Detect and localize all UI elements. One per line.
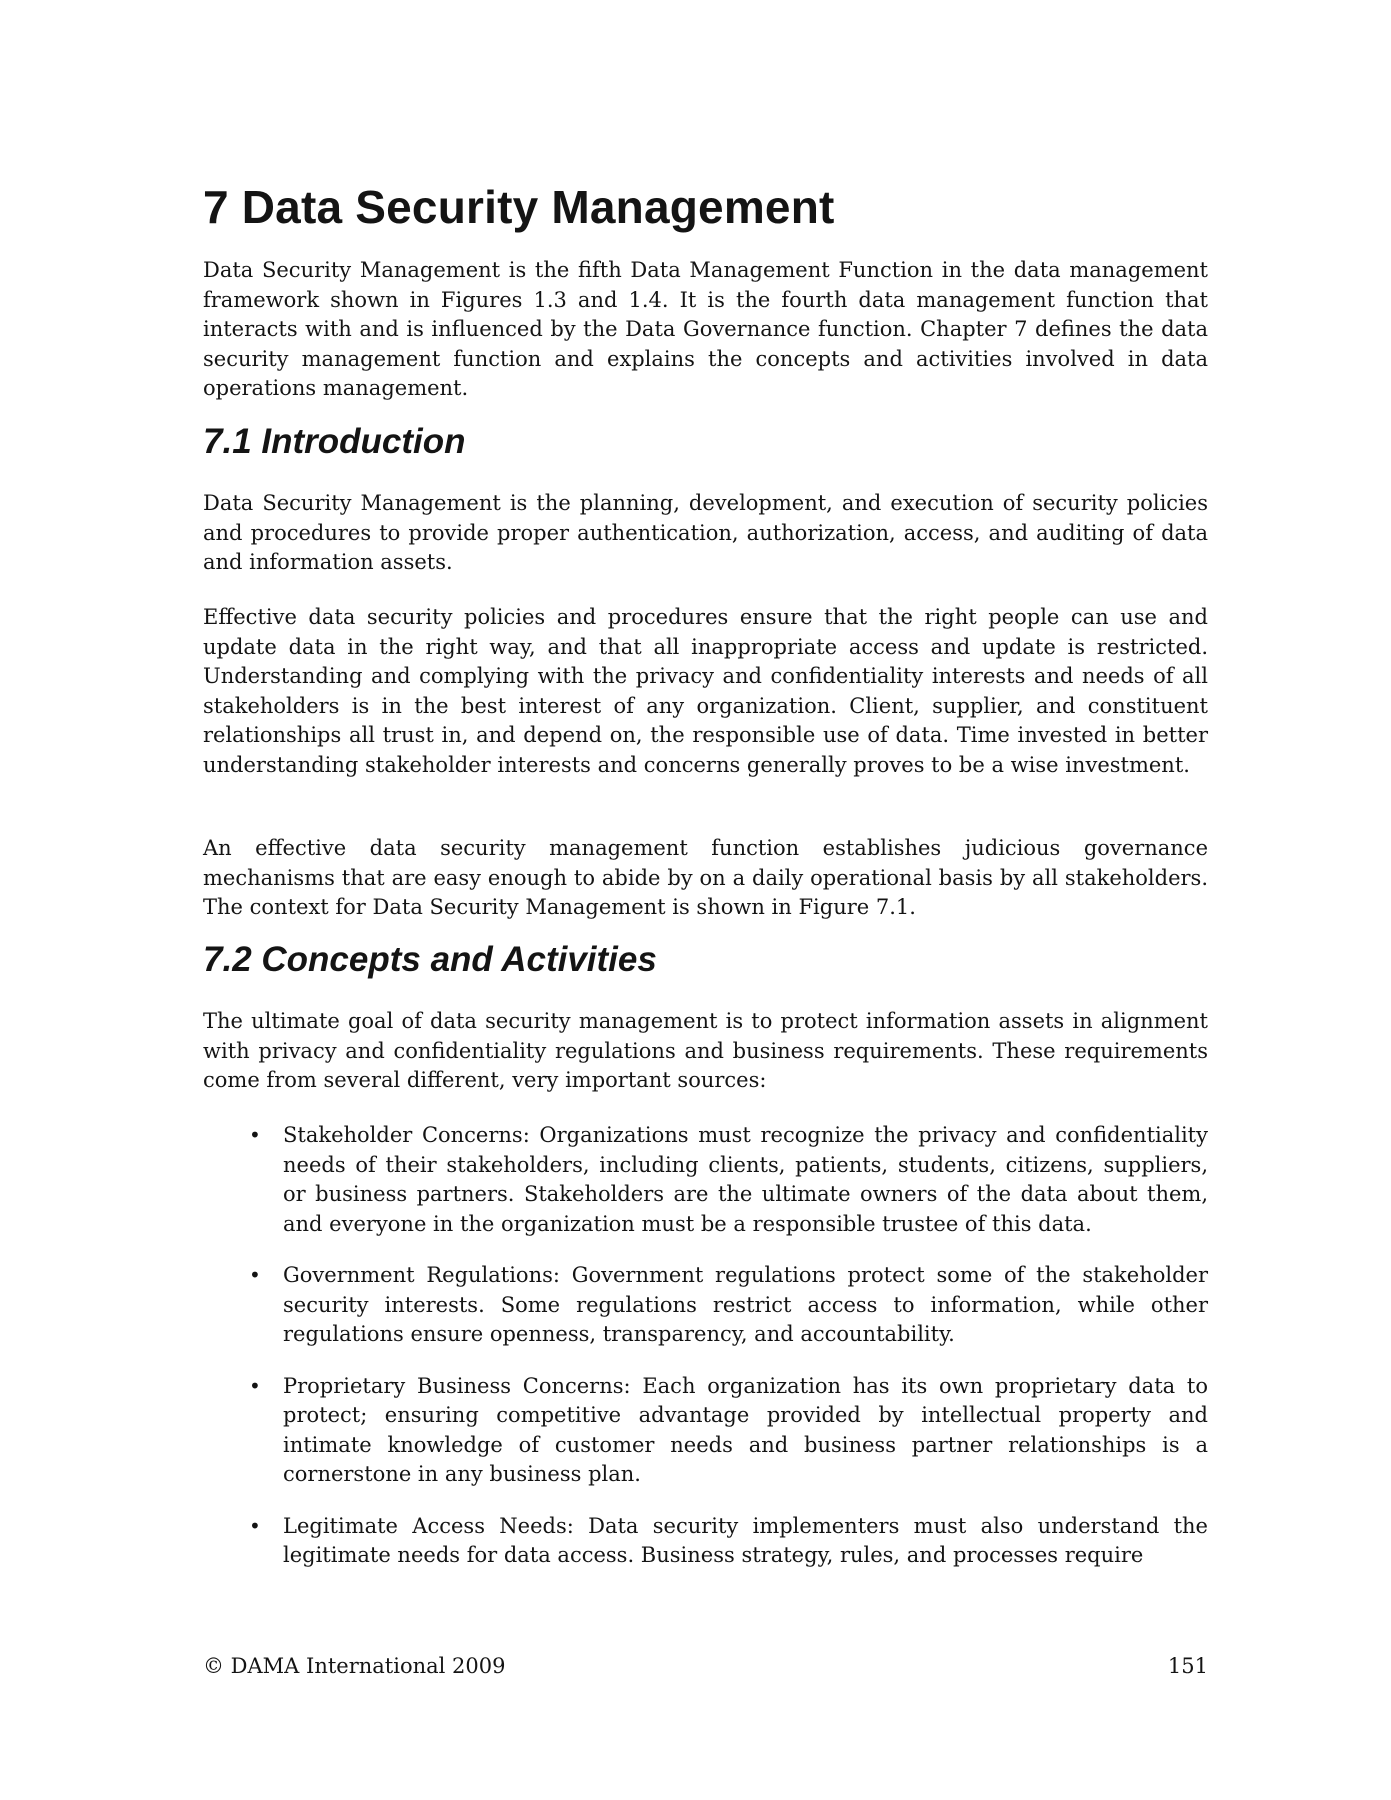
bullet-icon: • bbox=[249, 1123, 261, 1147]
list-item-text: Proprietary Business Concerns: Each organization has its own proprietary data to protect; ensuring competitive advantage provided by intellectual property and intimate knowledge of customer needs and business partner relationships is a cornerstone in any business plan. bbox=[283, 1373, 1208, 1486]
list-item-text: Government Regulations: Government regulations protect some of the stakeholder security interests. Some regulations restrict access to information, while other regulations ensure openness, transparency, and accountability. bbox=[283, 1263, 1208, 1346]
paragraph: Effective data security policies and procedures ensure that the right people can use and update data in the right way, and that all inappropriate access and update is restricted. Understanding and complying with the privacy and confidentiality interests and needs of all stakeholders is in the best interest of any organization. Client, supplier, and constituent relationships all trust in, and depend on, the responsible use of data. Time invested in better understanding stakeholder interests and concerns generally proves to be a wise investment. bbox=[203, 605, 1208, 777]
bullet-icon: • bbox=[249, 1513, 261, 1538]
requirements-bullet-list bbox=[203, 1121, 1208, 1593]
paragraph: The ultimate goal of data security management is to protect information assets in alignment with privacy and confidentiality regulations and business requirements. These requirements come from several different, very important sources: bbox=[203, 1009, 1208, 1092]
chapter-intro-paragraph: Data Security Management is the fifth Data Management Function in the data management framework shown in Figures 1.3 and 1.4. It is the fourth data management function that interacts with and is influenced by the Data Governance function. Chapter 7 defines the data security management function and explains the concepts and activities involved in data operations management. bbox=[203, 258, 1208, 400]
chapter-title: 7 Data Security Management bbox=[203, 181, 835, 233]
list-item bbox=[203, 1121, 1208, 1239]
bullet-icon: • bbox=[249, 1263, 261, 1287]
footer-copyright: © DAMA International 2009 bbox=[203, 1654, 506, 1678]
paragraph: Data Security Management is the planning, development, and execution of security policies and procedures to provide proper authentication, authorization, access, and auditing of data and information assets. bbox=[203, 491, 1208, 574]
footer-page-number: 151 bbox=[1167, 1654, 1208, 1678]
list-item bbox=[203, 1261, 1208, 1350]
bullet-icon: • bbox=[249, 1373, 261, 1398]
paragraph: An effective data security management function establishes judicious governance mechanisms that are easy enough to abide by on a daily operational basis by all stakeholders. The context for Data Security Management is shown in Figure 7.1. bbox=[203, 836, 1208, 919]
list-item bbox=[203, 1512, 1208, 1571]
list-item bbox=[203, 1372, 1208, 1490]
section-title-introduction: 7.1 Introduction bbox=[203, 422, 466, 461]
list-item-text: Stakeholder Concerns: Organizations must recognize the privacy and confidentiality needs of their stakeholders, including clients, patients, students, citizens, suppliers, or business partners. Stakeholders are the ultimate owners of the data about them, and everyone in the organization must be a responsible trustee of this data. bbox=[283, 1123, 1208, 1236]
list-item-text: Legitimate Access Needs: Data security implementers must also understand the legitimate needs for data access. Business strategy, rules, and processes require bbox=[283, 1513, 1208, 1567]
document-page bbox=[203, 0, 1208, 1800]
section-title-concepts-activities: 7.2 Concepts and Activities bbox=[203, 940, 657, 979]
